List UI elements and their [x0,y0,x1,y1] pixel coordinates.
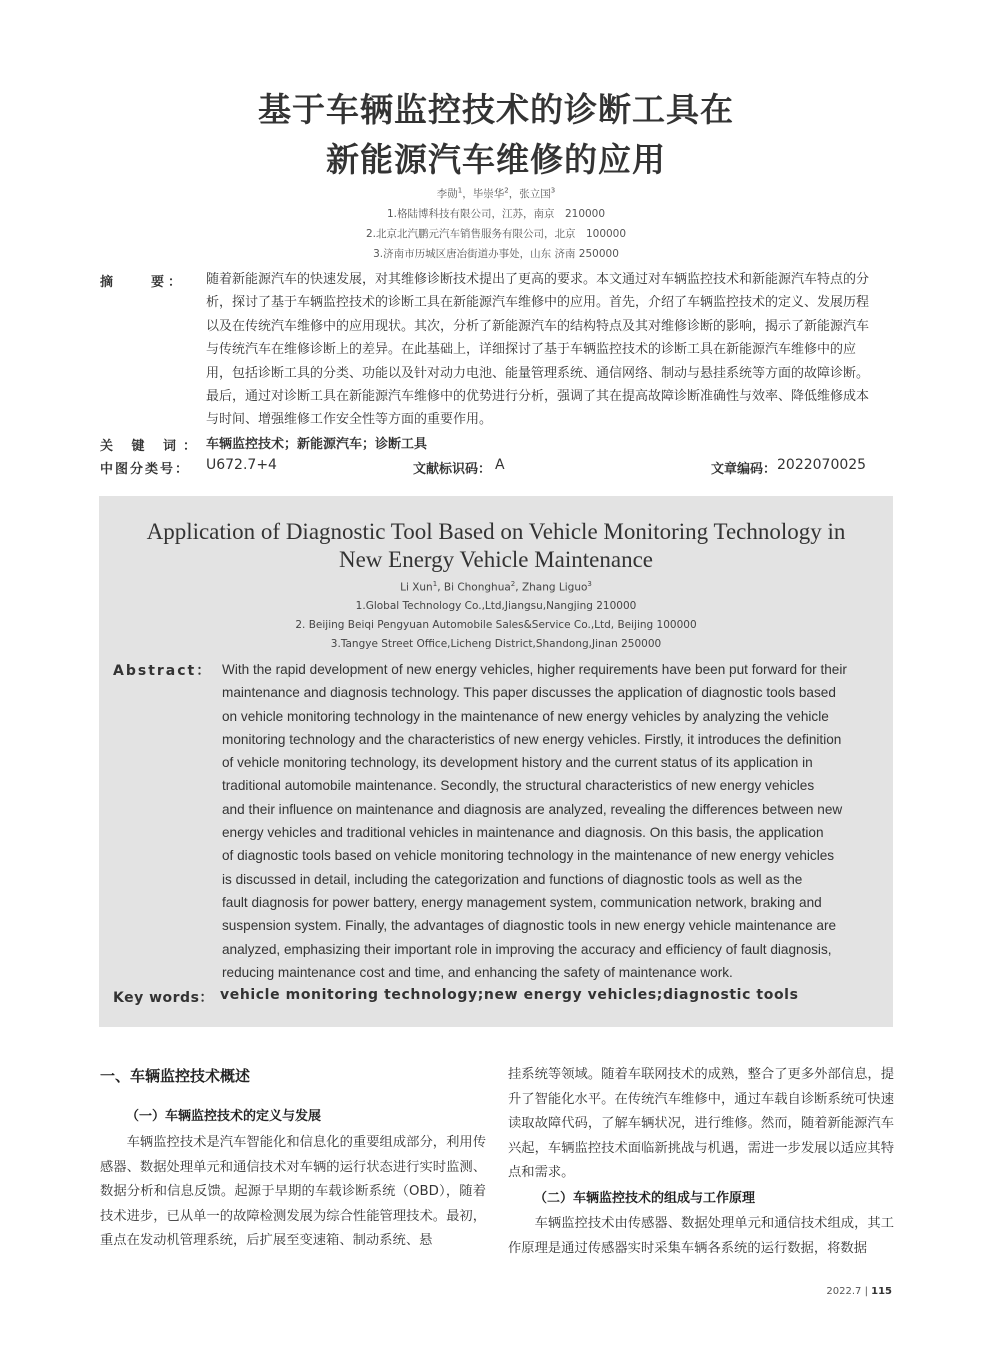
subsection-heading-1: （一）车辆监控技术的定义与发展 [126,1108,322,1124]
abstract-en-line: fault diagnosis for power battery, energy management system, communication network, braking and [222,894,822,910]
affiliation-en-3: 3.Tangye Street Office,Licheng District,Shandong,Jinan 250000 [330,638,662,650]
abstract-en-text [222,658,878,984]
title-cn-line-2: 新能源汽车维修的应用 [326,140,666,179]
keywords-en-label: Key words： [113,990,214,1006]
title-en-line-2: New Energy Vehicle Maintenance [338,547,653,572]
abstract-en-line: of diagnostic tools based on vehicle monitoring technology in the maintenance of new energy vehicles [222,848,835,864]
clc-label: 中图分类号： [100,462,191,477]
article-code-value: 2022070025 [777,457,867,473]
title-cn-line-1: 基于车辆监控技术的诊断工具在 [258,90,734,129]
english-abstract-box [99,496,893,1027]
abstract-en-line: of vehicle monitoring technology, its development history and the current status of its application in [222,755,813,771]
affiliation-cn-3: 3.济南市历城区唐冶街道办事处，山东 济南 250000 [373,248,619,260]
abstract-en-line: monitoring technology and the characteristics of new energy vehicles. Firstly, it introduces the definition [222,731,842,747]
issue-date: 2022.7 [826,1286,862,1297]
abstract-cn-line: 以及在传统汽车维修中的应用现状。其次，分析了新能源汽车的结构特点及其对维修诊断的影响，揭示了新能源汽车 [206,318,870,334]
affiliation-en-2: 2. Beijing Beiqi Pengyuan Automobile Sales&Service Co.,Ltd, Beijing 100000 [295,619,697,631]
abstract-cn-line: 用，包括诊断工具的分类、功能以及针对动力电池、能量管理系统、通信网络、制动与悬挂系统等方面的故障诊断。 [206,365,870,381]
abstract-en-line: and their influence on maintenance and diagnosis are analyzed, revealing the differences between new [222,801,843,817]
abstract-cn-line: 随着新能源汽车的快速发展，对其维修诊断技术提出了更高的要求。本文通过对车辆监控技术和新能源汽车特点的分 [206,272,870,287]
page-footer [826,1286,892,1297]
abstract-cn-line: 最后，通过对诊断工具在新能源汽车维修中的优势进行分析，强调了其在提高故障诊断准确性与效率、降低维修成本 [206,389,870,405]
abstract-en-line: energy vehicles and traditional vehicles in maintenance and diagnosis. On this basis, the application [222,825,824,841]
abstract-en-line: suspension system. Finally, the advantages of diagnostic tools in new energy vehicle maintenance are [222,918,837,934]
abstract-cn [100,268,894,438]
doc-value: A [495,457,505,473]
clc-value: U672.7+4 [206,457,277,473]
abstract-en-line: maintenance and diagnosis technology. This paper discusses the application of diagnostic tools based [222,685,836,701]
keywords-cn [100,433,894,457]
abstract-cn-line: 与传统汽车在维修诊断上的差异。在此基础上，详细探讨了基于车辆监控技术的诊断工具在新能源汽车维修中的应 [206,342,857,358]
abstract-cn-label: 摘 要： [100,275,186,290]
classification-row [100,456,894,480]
abstract-en-label: Abstract： [113,663,213,679]
abstract-en-line: With the rapid development of new energy vehicles, higher requirements have been put forward for their [222,662,847,677]
footer-separator: | [861,1286,872,1297]
abstract-en-line: is discussed in detail, including the categorization and functions of diagnostic tools as well as the [222,871,803,887]
body-left-column [100,1064,486,1254]
article-code-label: 文章编码： [711,462,777,477]
abstract-en-line: traditional automobile maintenance. Secondly, the structural characteristics of new energy vehicles [222,778,815,794]
abstract-en-line: analyzed, emphasizing their important role in improving the accuracy and efficiency of fault diagnosis, [222,941,832,957]
body-paragraph: 车辆监控技术由传感器、数据处理单元和通信技术组成，其工作原理是通过传感器实时采集车辆各系统的运行数据，将数据 [508,1216,894,1256]
section-heading-1: 一、车辆监控技术概述 [100,1067,251,1085]
keywords-cn-value: 车辆监控技术；新能源汽车；诊断工具 [206,437,428,452]
body-paragraph: 车辆监控技术是汽车智能化和信息化的重要组成部分，利用传感器、数据处理单元和通信技术对车辆的运行状态进行实时监测、数据分析和信息反馈。起源于早期的车载诊断系统（OBD），随着技术进步，已从单一的故障检测发展为综合性能管理技术。最初，重点在发动机管理系统，后扩展至变速箱、制动系统、悬 [100,1135,486,1248]
affiliation-cn-1: 1.格陆博科技有限公司，江苏，南京 210000 [386,208,606,220]
keywords-en-value: vehicle monitoring technology;new energy vehicles;diagnostic tools [220,987,799,1003]
abstract-cn-text [206,268,992,432]
abstract-en-line: reducing maintenance cost and time, and enhancing the safety of maintenance work. [222,964,733,980]
authors-cn: 李勋$^1$，毕崇华$^2$，张立国$^3$ [436,186,556,200]
affiliation-en-1: 1.Global Technology Co.,Ltd,Jiangsu,Nangjing 210000 [355,600,637,612]
keywords-cn-label: 关 键 词： [100,439,204,454]
subsection-heading-2: （二）车辆监控技术的组成与工作原理 [534,1190,756,1206]
abstract-cn-line: 与时间、增强维修工作安全性等方面的重要作用。 [206,412,493,428]
affiliation-cn-2: 2.北京北汽鹏元汽车销售服务有限公司，北京 100000 [365,228,627,240]
body-paragraph: 挂系统等领域。随着车联网技术的成熟，整合了更多外部信息，提升了智能化水平。在传统汽车维修中，通过车载自诊断系统可快速读取故障代码，了解车辆状况，进行维修。然而，随着新能源汽车兴起，车辆监控技术面临新挑战与机遇，需进一步发展以适应其特点和需求。 [508,1067,894,1180]
authors-en: Li Xun$^1$, Bi Chonghua$^2$, Zhang Liguo$^3$ [400,580,592,594]
abstract-cn-line: 析，探讨了基于车辆监控技术的诊断工具在新能源汽车维修中的应用。首先，介绍了车辆监控技术的定义、发展历程 [206,295,870,311]
doc-label: 文献标识码： [413,462,492,477]
title-en-line-1: Application of Diagnostic Tool Based on Vehicle Monitoring Technology in [146,519,846,544]
body-right-column [508,1063,894,1261]
abstract-en-line: on vehicle monitoring technology in the maintenance of new energy vehicles by analyzing the vehicle [222,708,829,724]
page-number: 115 [871,1286,892,1297]
